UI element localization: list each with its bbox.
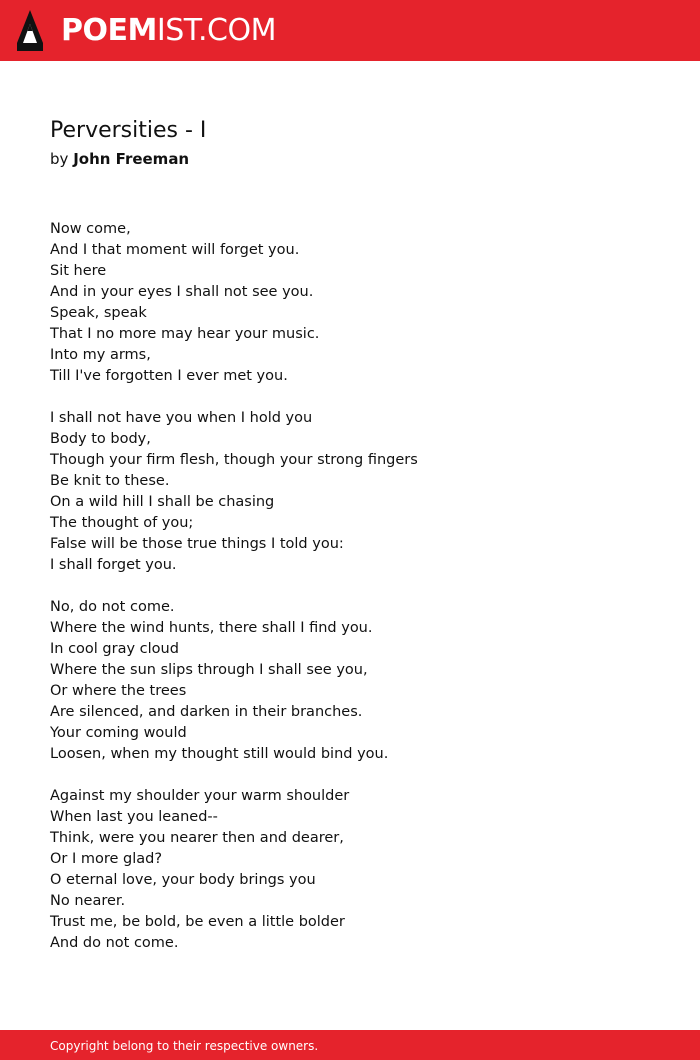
poem-stanza [50,597,650,765]
poem-line: Or where the trees [50,683,187,699]
poem-line: Loosen, when my thought still would bind you. [50,746,389,762]
poem-stanza [50,408,650,576]
poem-line: When last you leaned-- [50,809,218,825]
poem-line: Till I've forgotten I ever met you. [50,368,288,384]
poem-line: Against my shoulder your warm shoulder [50,788,350,804]
poem-stanza [50,219,650,387]
poem-line: Your coming would [50,725,187,741]
by-label: by [50,150,69,168]
poem-line: Trust me, be bold, be even a little bolder [50,914,345,930]
poem-line: Think, were you nearer then and dearer, [50,830,344,846]
logo-bold-text: POEM [61,13,157,48]
poem-line: Where the sun slips through I shall see you, [50,662,368,678]
poem-line: False will be those true things I told you: [50,536,344,552]
poem-line: I shall not have you when I hold you [50,410,313,426]
poem-line: Though your firm flesh, though your strong fingers [50,452,418,468]
poem-line: In cool gray cloud [50,641,179,657]
pencil-tip-icon [17,10,43,51]
poem-line: And I that moment will forget you. [50,242,300,258]
copyright-notice: Copyright belong to their respective owners. [50,1039,319,1053]
poem-line: Sit here [50,263,107,279]
poem-line: Where the wind hunts, there shall I find you. [50,620,373,636]
poem-line: That I no more may hear your music. [50,326,320,342]
poem-line: I shall forget you. [50,557,177,573]
site-footer [0,1030,700,1060]
poem-line: No nearer. [50,893,126,909]
poem-body [50,219,650,975]
poem-line: The thought of you; [50,515,194,531]
poem-line: No, do not come. [50,599,175,615]
poem-line: Speak, speak [50,305,147,321]
poem-line: Now come, [50,221,131,237]
poem-line: Are silenced, and darken in their branches. [50,704,363,720]
poem-line: Be knit to these. [50,473,170,489]
poem-line: And in your eyes I shall not see you. [50,284,314,300]
poem-author: John Freeman [73,150,190,168]
poem-stanza [50,786,650,954]
site-header [0,0,700,61]
poem-line: Body to body, [50,431,151,447]
poem-line: Into my arms, [50,347,151,363]
poem-line: And do not come. [50,935,179,951]
poem-line: O eternal love, your body brings you [50,872,316,888]
poem-line: On a wild hill I shall be chasing [50,494,275,510]
poem-title: Perversities - I [50,118,207,143]
poem-line: Or I more glad? [50,851,163,867]
poem-byline [50,148,189,170]
site-logo[interactable] [61,12,276,50]
logo-light-text: IST.COM [156,13,276,48]
